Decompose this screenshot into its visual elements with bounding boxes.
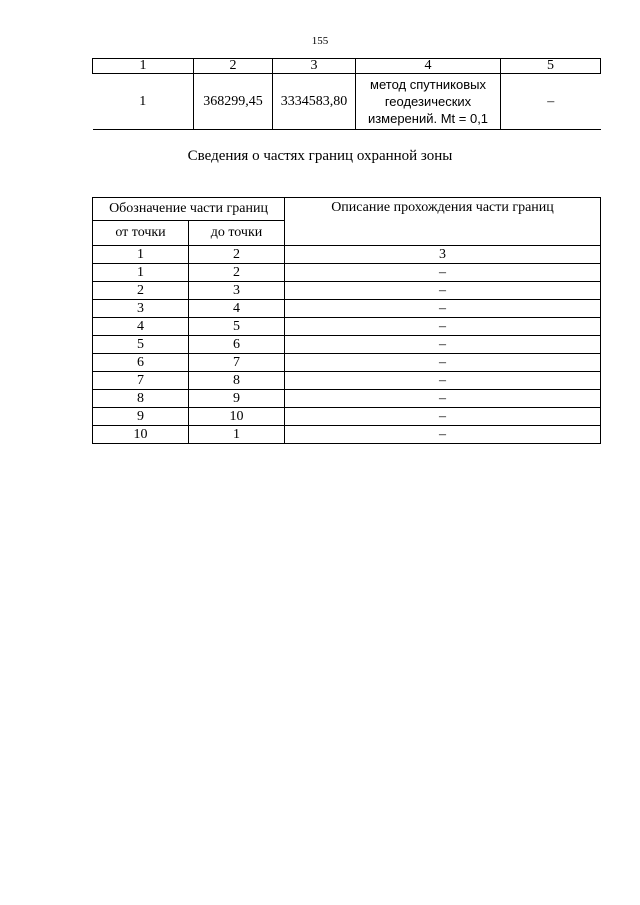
method-description (356, 74, 501, 130)
table-row (93, 390, 601, 408)
description-cell: – (285, 318, 601, 336)
table-row (93, 300, 601, 318)
description-cell: – (285, 354, 601, 372)
description-cell: – (285, 336, 601, 354)
method-line: геодезических (384, 94, 472, 109)
to-point-cell: 3 (189, 282, 285, 300)
page-number: 155 (311, 35, 329, 47)
from-point-cell: 6 (93, 354, 189, 372)
to-point-cell: 6 (189, 336, 285, 354)
to-point-cell: 10 (189, 408, 285, 426)
section-title: Сведения о частях границ охранной зоны (187, 148, 453, 164)
coordinate-x: 368299,45 (194, 74, 273, 130)
header-cell: 1 (93, 59, 194, 74)
table-row (93, 408, 601, 426)
from-point-cell: 2 (93, 282, 189, 300)
description-cell: – (285, 426, 601, 444)
to-point-cell: 2 (189, 246, 285, 264)
table-row (93, 372, 601, 390)
method-line: метод спутниковых (370, 77, 486, 92)
boundary-table-header (93, 198, 601, 221)
table-row (93, 74, 601, 130)
from-point-cell: 10 (93, 426, 189, 444)
table-row (93, 426, 601, 444)
description-cell: – (285, 372, 601, 390)
header-group-label: Обозначение части границ (93, 198, 285, 221)
header-cell: 5 (501, 59, 601, 74)
to-point-cell: 9 (189, 390, 285, 408)
from-point-cell: 8 (93, 390, 189, 408)
from-point-cell: 9 (93, 408, 189, 426)
header-cell: 3 (273, 59, 356, 74)
from-point-cell: 3 (93, 300, 189, 318)
to-point-cell: 1 (189, 426, 285, 444)
method-line: измерений. Mt = 0,1 (367, 111, 489, 126)
table-row (93, 246, 601, 264)
header-cell: 4 (356, 59, 501, 74)
header-from-point: от точки (93, 221, 189, 246)
to-point-cell: 5 (189, 318, 285, 336)
coordinate-y: 3334583,80 (273, 74, 356, 130)
description-cell: – (285, 390, 601, 408)
table-row (93, 354, 601, 372)
table-row (93, 318, 601, 336)
table-row (93, 282, 601, 300)
to-point-cell: 4 (189, 300, 285, 318)
from-point-cell: 1 (93, 246, 189, 264)
from-point-cell: 7 (93, 372, 189, 390)
table-row (93, 264, 601, 282)
coordinates-table-header (93, 59, 601, 74)
header-cell: 2 (194, 59, 273, 74)
description-cell: 3 (285, 246, 601, 264)
description-cell: – (285, 300, 601, 318)
boundary-parts-table (92, 197, 601, 444)
to-point-cell: 7 (189, 354, 285, 372)
from-point-cell: 5 (93, 336, 189, 354)
from-point-cell: 1 (93, 264, 189, 282)
header-description: Описание прохождения части границ (285, 198, 601, 246)
to-point-cell: 2 (189, 264, 285, 282)
description-cell: – (285, 408, 601, 426)
description-cell: – (285, 282, 601, 300)
description-cell: – (285, 264, 601, 282)
table-row (93, 336, 601, 354)
to-point-cell: 8 (189, 372, 285, 390)
from-point-cell: 4 (93, 318, 189, 336)
header-to-point: до точки (189, 221, 285, 246)
point-number: 1 (93, 74, 194, 130)
coordinates-table (92, 58, 601, 130)
description-cell: – (501, 74, 601, 130)
